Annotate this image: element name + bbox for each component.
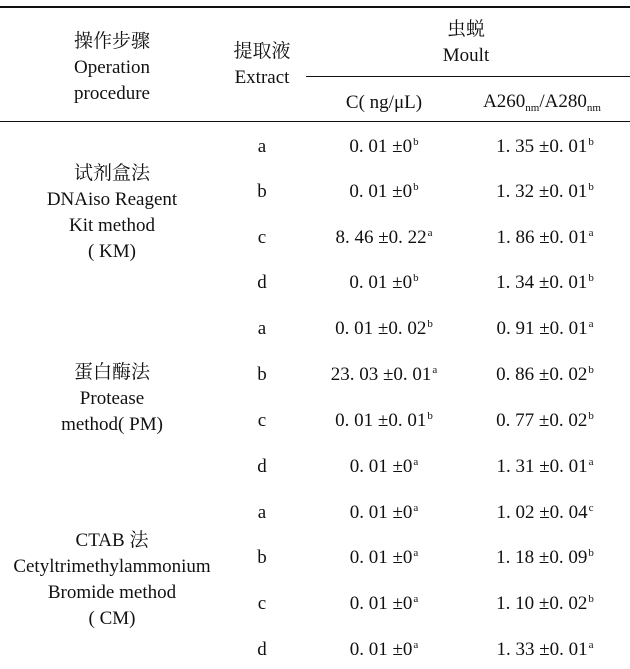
ratio-cell: 1. 18 ±0. 09$^b$ [496,547,594,568]
ratio-cell: 0. 91 ±0. 01$^a$ [496,318,594,339]
top-rule [0,6,630,8]
method-line: ( CM) [88,608,136,629]
conc-cell: 0. $01 \pm 0^a$ [349,502,419,523]
table-row [0,137,630,159]
conc-cell: 0. $01 \pm 0^b$ [349,136,419,157]
method-line: ( KM) [87,241,137,262]
table-row [0,182,630,204]
operation-header [74,29,150,107]
method-line: Cetyltrimethylammonium [13,556,211,577]
conc-cell: 0. 01 ±0. 02$^b$ [335,318,433,339]
extract-en: Extract [234,67,290,88]
table-row [0,411,630,433]
ratio-cell: 1. 86 ±0. 01$^a$ [496,227,594,248]
method-line: 试剂盒法 [73,163,150,184]
extract-cell: a [257,502,267,523]
conc-cell: 0. $01 \pm 0^a$ [349,593,419,614]
ratio-cell: 1. 02 ±0. 04$^c$ [496,502,594,523]
table-row [0,503,630,525]
conc-cell: 23. 03 ±0. 01$^a$ [330,364,438,385]
table-row [0,228,630,250]
moult-rule [306,76,630,77]
ratio-cell: 1. 33 ±0. 01$^a$ [496,639,594,660]
extract-cn: 提取液 [233,41,291,62]
conc-cell: 0. 01 ±0. 01$^b$ [335,410,433,431]
extract-cell: b [257,181,267,202]
method-line: CTAB 法 [75,530,149,551]
operation-en-2: procedure [74,83,150,104]
method-line: Bromide method [47,582,177,603]
extract-cell: c [257,410,267,431]
ratio-cell: 1. 31 ±0. 01$^a$ [496,456,594,477]
extract-cell: b [257,547,267,568]
extract-cell: a [257,136,267,157]
extract-cell: a [257,318,267,339]
ratio-cell: 1. 35 ±0. 01$^b$ [496,136,594,157]
method-line: 蛋白酶法 [73,362,151,383]
moult-cn: 虫蜕 [446,19,486,40]
ratio-cell: 0. 86 ±0. 02$^b$ [496,364,594,385]
conc-cell: 0. $01 \pm 0^a$ [349,456,419,477]
table-row [0,457,630,479]
extract-cell: c [257,227,267,248]
table-row [0,273,630,295]
conc-cell: 8. 46 ±0. 22$^a$ [335,227,433,248]
method-line: Kit method [68,215,156,236]
conc-header: C( ng/μL) [345,92,423,113]
table-row [0,594,630,616]
method-line: Protease [79,388,145,409]
ratio-cell: 1. 10 ±0. 02$^b$ [496,593,594,614]
extract-cell: c [257,593,267,614]
ratio-cell: 0. 77 ±0. 02$^b$ [496,410,594,431]
conc-cell: 0. $01 \pm 0^a$ [349,639,419,660]
conc-cell: 0. $01 \pm 0^a$ [349,547,419,568]
moult-en: Moult [442,45,490,66]
extract-header [233,39,290,91]
ratio-header: $A260_{nm}/A280_{nm}$ [483,91,601,114]
extract-cell: b [257,364,267,385]
table-row [0,319,630,341]
table-row [0,548,630,570]
moult-header [443,17,489,69]
table-row [0,640,630,662]
method-group-cm [13,528,210,632]
extract-cell: d [257,272,267,293]
conc-cell: 0. $01 \pm 0^b$ [349,272,419,293]
ratio-cell: 1. 32 ±0. 01$^b$ [496,181,594,202]
method-line: method( PM) [61,414,163,435]
table-row [0,365,630,387]
extract-cell: d [257,456,267,477]
extract-cell: d [257,639,267,660]
operation-cn: 操作步骤 [73,31,151,52]
method-line: DNAiso Reagent [46,189,178,210]
ratio-cell: 1. 34 ±0. 01$^b$ [496,272,594,293]
conc-cell: 0. $01 \pm 0^b$ [349,181,419,202]
operation-en-1: Operation [74,57,150,78]
header-rule [0,121,630,122]
